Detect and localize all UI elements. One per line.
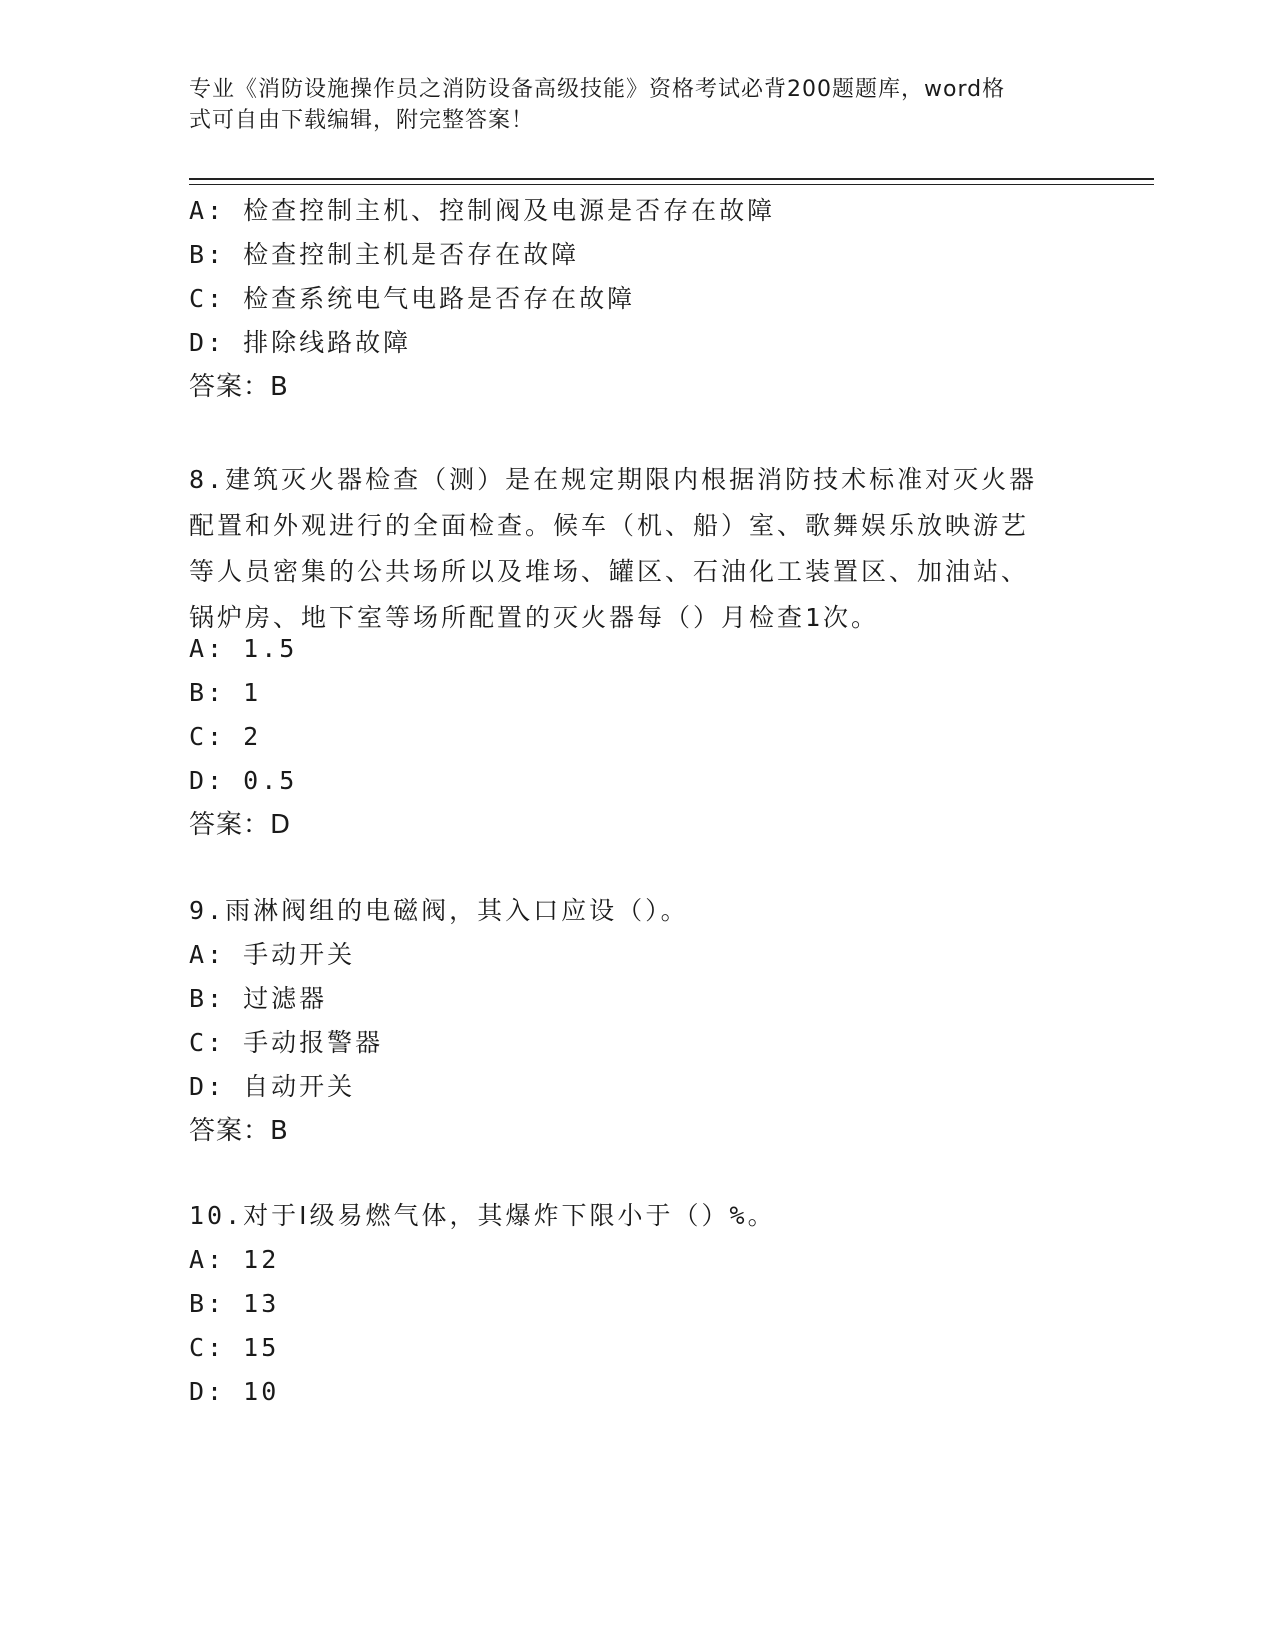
document-header <box>189 74 1069 136</box>
q9-option-b: B: 过滤器 <box>189 984 328 1013</box>
q7-answer: 答案：B <box>189 372 289 402</box>
q7-option-a: A: 检查控制主机、控制阀及电源是否存在故障 <box>189 196 776 225</box>
q10-option-c: C: 15 <box>189 1333 280 1362</box>
q8-option-d: D: 0.5 <box>189 766 298 795</box>
header-rule-thin <box>189 184 1154 185</box>
q8-stem-line-4: 锅炉房、地下室等场所配置的灭火器每（）月检查1次。 <box>189 603 880 632</box>
q7-option-b: B: 检查控制主机是否存在故障 <box>189 240 580 269</box>
q8-stem-line-2: 配置和外观进行的全面检查。候车（机、船）室、歌舞娱乐放映游艺 <box>189 511 1030 540</box>
q9-answer: 答案：B <box>189 1116 289 1146</box>
q10-option-d: D: 10 <box>189 1377 280 1406</box>
q8-stem-line-1: 8.建筑灭火器检查（测）是在规定期限内根据消防技术标准对灭火器 <box>189 465 1038 494</box>
header-line-1: 专业《消防设施操作员之消防设备高级技能》资格考试必背200题题库，word格 <box>189 77 1006 102</box>
header-rule-thick <box>189 178 1154 180</box>
q9-option-a: A: 手动开关 <box>189 940 356 969</box>
q10-option-a: A: 12 <box>189 1245 280 1274</box>
q9-stem: 9.雨淋阀组的电磁阀，其入口应设（）。 <box>189 896 689 925</box>
q7-option-c: C: 检查系统电气电路是否存在故障 <box>189 284 636 313</box>
q8-option-a: A: 1.5 <box>189 634 298 663</box>
q8-stem-line-3: 等人员密集的公共场所以及堆场、罐区、石油化工装置区、加油站、 <box>189 557 1030 586</box>
header-line-2: 式可自由下载编辑，附完整答案！ <box>189 108 535 133</box>
q9-option-d: D: 自动开关 <box>189 1072 356 1101</box>
q8-option-b: B: 1 <box>189 678 262 707</box>
q8-option-c: C: 2 <box>189 722 262 751</box>
q9-option-c: C: 手动报警器 <box>189 1028 384 1057</box>
q10-option-b: B: 13 <box>189 1289 280 1318</box>
q8-answer: 答案：D <box>189 810 292 840</box>
q8-stem <box>189 457 1069 641</box>
q7-option-d: D: 排除线路故障 <box>189 328 412 357</box>
q10-stem: 10.对于Ⅰ级易燃气体，其爆炸下限小于（）%。 <box>189 1201 776 1230</box>
